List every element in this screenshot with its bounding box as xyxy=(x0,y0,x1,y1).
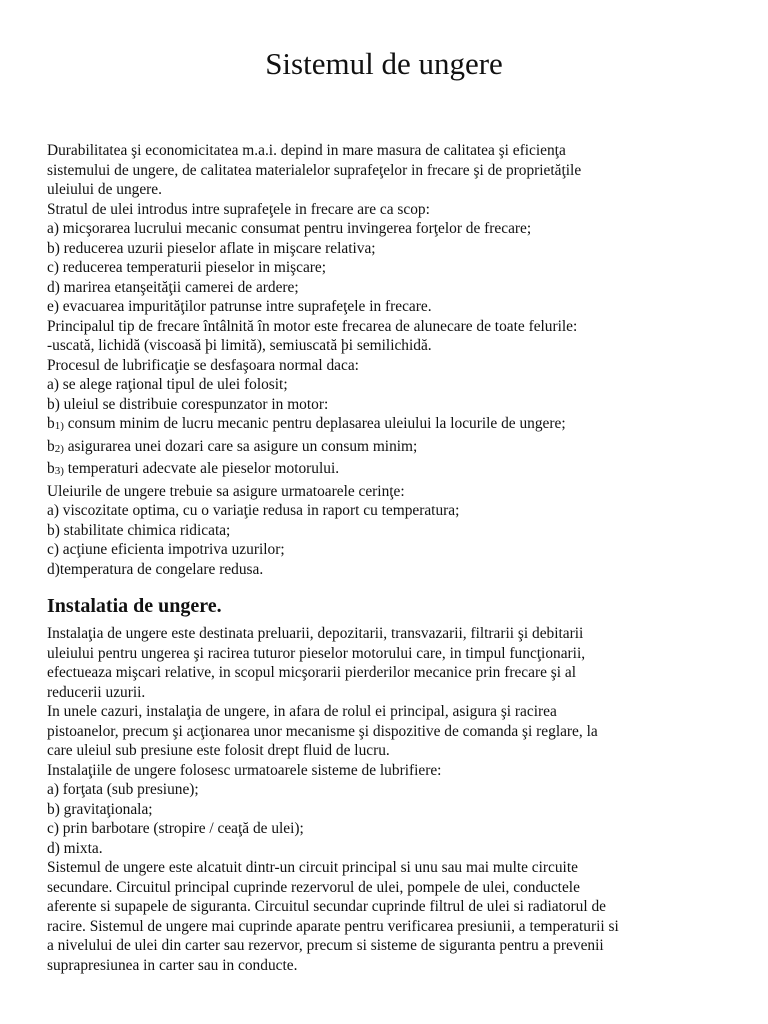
list-item: b) stabilitate chimica ridicata; xyxy=(47,521,231,539)
text-line: a nivelului de ulei din carter sau rezervor, precum si sisteme de siguranta pentru a prevenii xyxy=(47,937,604,954)
sub-list-item xyxy=(47,459,737,482)
text-line: Procesul de lubrificaţie se desfaşoara normal daca: xyxy=(47,356,359,374)
sub-item-index: 1) xyxy=(54,420,64,432)
list-item: c) acţiune eficienta impotriva uzurilor; xyxy=(47,541,285,558)
section-text-block xyxy=(47,624,737,975)
list-item: b) reducerea uzurii pieselor aflate in mişcare relativa; xyxy=(47,239,376,257)
text-line: Instalaţia de ungere este destinata preluarii, depozitarii, transvazarii, filtrarii şi debitarii xyxy=(47,625,584,642)
list-item: c) reducerea temperaturii pieselor in mişcare; xyxy=(47,259,327,276)
text-line: suprapresiunea in carter sau in conducte. xyxy=(47,956,298,974)
list-item: b) gravitaţionala; xyxy=(47,800,153,818)
list-item: d)temperatura de congelare redusa. xyxy=(47,560,264,578)
page-title: Sistemul de ungere xyxy=(265,46,503,81)
text-line: Sistemul de ungere este alcatuit dintr-un circuit principal si unu sau mai multe circuite xyxy=(47,859,578,876)
list-item: c) prin barbotare (stropire / ceaţă de ulei); xyxy=(47,820,304,837)
text-line: reducerii uzurii. xyxy=(47,683,146,701)
intro-text-block xyxy=(47,141,737,579)
sub-item-text: asigurarea unei dozari care sa asigure un consum minim; xyxy=(63,437,418,455)
list-item: b) uleiul se distribuie corespunzator in motor: xyxy=(47,395,329,413)
sub-item-index: 3) xyxy=(54,465,64,477)
text-line: In unele cazuri, instalaţia de ungere, in afara de rolul ei principal, asigura şi racirea xyxy=(47,703,557,720)
text-line: Durabilitatea şi economicitatea m.a.i. depind in mare masura de calitatea şi eficienţa xyxy=(47,142,566,159)
list-item: d) mixta. xyxy=(47,839,103,857)
text-line: uleiului de ungere. xyxy=(47,181,162,198)
text-line: care uleiul sub presiune este folosit drept fluid de lucru. xyxy=(47,742,390,759)
sub-item-prefix: b xyxy=(47,460,55,477)
sub-item-prefix: b xyxy=(47,415,55,432)
sub-item-text: temperaturi adecvate ale pieselor motorului. xyxy=(63,460,340,477)
list-item: a) viscozitate optima, cu o variaţie redusa in raport cu temperatura; xyxy=(47,502,460,519)
list-item: a) se alege raţional tipul de ulei folosit; xyxy=(47,376,288,393)
text-line: pistoanelor, precum şi acţionarea unor mecanisme şi dispozitive de comanda şi reglare, la xyxy=(47,722,598,740)
text-line: racire. Sistemul de ungere mai cuprinde aparate pentru verificarea presiunii, a temperaturii si xyxy=(47,917,619,935)
sub-item-text: consum minim de lucru mecanic pentru deplasarea uleiului la locurile de ungere; xyxy=(63,415,566,432)
sub-list-item xyxy=(47,437,737,460)
sub-list-item xyxy=(47,414,737,437)
text-line: sistemului de ungere, de calitatea materialelor suprafeţelor in frecare şi de proprietăţile xyxy=(47,161,582,179)
text-line: Instalaţiile de ungere folosesc urmatoarele sisteme de lubrifiere: xyxy=(47,761,442,779)
list-item: d) marirea etanşeităţii camerei de ardere; xyxy=(47,278,299,296)
text-line: Principalul tip de frecare întâlnită în motor este frecarea de alunecare de toate felurile: xyxy=(47,317,578,335)
sub-item-prefix: b xyxy=(47,437,55,455)
sub-item-index: 2) xyxy=(54,442,64,455)
text-line: -uscată, lichidă (viscoasă þi limită), semiuscată þi semilichidă. xyxy=(47,337,432,354)
list-item: a) forţata (sub presiune); xyxy=(47,781,199,798)
text-line: Stratul de ulei introdus intre suprafeţele in frecare are ca scop: xyxy=(47,200,430,218)
list-item: a) micşorarea lucrului mecanic consumat pentru invingerea forţelor de frecare; xyxy=(47,220,532,237)
text-line: uleiului pentru ungerea şi racirea tuturor pieselor motorului care, in timpul funcţionarii, xyxy=(47,644,586,662)
text-line: efectueaza mişcari relative, in scopul micşorarii pierderilor mecanice prin frecare şi al xyxy=(47,664,576,681)
section-heading: Instalatia de ungere. xyxy=(47,595,222,617)
text-line: aferente si supapele de siguranta. Circuitul secundar cuprinde filtrul de ulei si radiatorul de xyxy=(47,898,606,915)
text-line: Uleiurile de ungere trebuie sa asigure urmatoarele cerinţe: xyxy=(47,482,405,500)
list-item: e) evacuarea impurităţilor patrunse intre suprafeţele in frecare. xyxy=(47,298,432,315)
text-line: secundare. Circuitul principal cuprinde rezervorul de ulei, pompele de ulei, conductele xyxy=(47,878,580,896)
